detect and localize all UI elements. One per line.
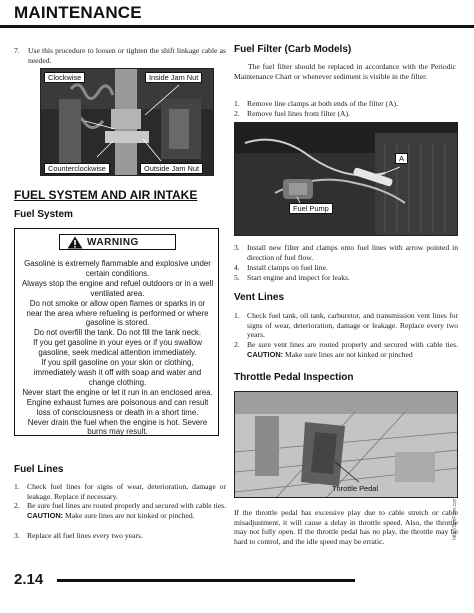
shift-linkage-illustration [41, 69, 214, 176]
caution-text: Make sure lines are not kinked or pinched. [65, 510, 195, 520]
step-text: Remove line clamps at both ends of the filter (A). [247, 99, 398, 108]
warning-triangle-icon [67, 236, 83, 249]
step-text: Check fuel lines for signs of wear, deterioration, damage or leakage. Replace if necessary. [27, 482, 226, 501]
caution-label: CAUTION: [27, 510, 64, 520]
footer-rule [57, 579, 355, 582]
callout-throttle-pedal: Throttle Pedal [332, 484, 379, 493]
warning-label: WARNING [87, 237, 139, 248]
step-number: 1. [234, 99, 240, 108]
step-number: 7. [14, 46, 20, 55]
caution-label: CAUTION: [247, 349, 284, 359]
section-title-fuel-system-air-intake: FUEL SYSTEM AND AIR INTAKE [14, 188, 198, 202]
throttle-paragraph: If the throttle pedal has excessive play due to cable stretch or cable misadjustment, it will cause a delay in throttle speed. Also, the throttle may not fully open. If the throttle pedal has no play, the throttle may be hard to control, and the idle speed may be erratic. [234, 508, 458, 546]
throttle-pedal-illustration [235, 392, 458, 498]
step-text [247, 340, 458, 359]
step-number: 5. [234, 273, 240, 282]
callout-clockwise: Clockwise [44, 72, 85, 83]
subsection-title-throttle-pedal: Throttle Pedal Inspection [234, 372, 354, 383]
step-text: Install new filter and clamps onto fuel lines with arrow pointed in direction of fuel flow. [247, 243, 458, 262]
shift-linkage-photo [40, 68, 214, 176]
step-number: 3. [14, 531, 20, 540]
warning-box [14, 228, 219, 436]
step-text: Start engine and inspect for leaks. [247, 273, 350, 282]
step-text-main: Be sure vent lines are routed properly and secured with cable ties. [247, 340, 458, 349]
step-number: 2. [234, 340, 240, 349]
fuel-filter-photo [234, 122, 458, 236]
subsection-title-fuel-filter: Fuel Filter (Carb Models) [234, 44, 352, 55]
page-header [0, 0, 474, 26]
step-number: 4. [234, 263, 240, 272]
subsection-title-fuel-system: Fuel System [14, 209, 73, 220]
step-number: 1. [234, 311, 240, 320]
step-number: 2. [14, 501, 20, 510]
step-text: Replace all fuel lines every two years. [27, 531, 143, 540]
subsection-title-vent-lines: Vent Lines [234, 292, 285, 303]
page-title: MAINTENANCE [14, 3, 142, 22]
caution-text: Make sure lines are not kinked or pinched [285, 349, 413, 359]
step-text: Check fuel tank, oil tank, carburetor, and transmission vent lines for signs of wear, deterioration, damage or leakage. Replace every two years. [247, 311, 458, 340]
warning-header [59, 234, 176, 250]
fuel-filter-intro: The fuel filter should be replaced in accordance with the Periodic Maintenance Chart or whenever sediment is visible in the filter. [234, 62, 456, 81]
callout-inside-jam-nut: Inside Jam Nut [145, 72, 202, 83]
callout-filter-a: A [395, 153, 408, 164]
callout-outside-jam-nut: Outside Jam Nut [140, 163, 203, 174]
warning-text: Gasoline is extremely flammable and explosive under certain conditions. Always stop the engine and refuel outdoors or in a well ventilated area. Do not smoke or allow open flames or sparks in or near the area where refueling is performed or where gasoline is stored. Do not overfill the tank. Do not fill the tank neck. If you get gasoline in your eyes or if you swallow gasoline, seek medical attention immediately. If you spill gasoline on your skin or clothing, immediately wash it off with soap and water and change clothing. Never start the engine or let it run in an enclosed area. Engine exhaust fumes are poisonous and can result loss of consciousness or death in a short time. Never drain the fuel when the engine is hot. Severe burns may result. [21, 259, 214, 437]
step-text: Use this procedure to loosen or tighten the shift linkage cable as needed. [28, 46, 226, 65]
step-number: 3. [234, 243, 240, 252]
throttle-pedal-photo [234, 391, 458, 498]
side-url: http://SeriFixer.com [452, 496, 458, 540]
step-number: 1. [14, 482, 20, 491]
step-text: Install clamps on fuel line. [247, 263, 328, 272]
page-number: 2.14 [14, 571, 44, 588]
step-text-main: Be sure fuel lines are routed properly and secured with cable ties. [27, 501, 226, 510]
subsection-title-fuel-lines: Fuel Lines [14, 464, 64, 475]
callout-fuel-pump: Fuel Pump [289, 203, 333, 214]
step-text [27, 501, 226, 520]
step-number: 2. [234, 109, 240, 118]
fuel-filter-illustration [235, 123, 458, 236]
callout-counterclockwise: Counterclockwise [44, 163, 110, 174]
header-rule [0, 25, 474, 28]
step-text: Remove fuel lines from filter (A). [247, 109, 350, 118]
